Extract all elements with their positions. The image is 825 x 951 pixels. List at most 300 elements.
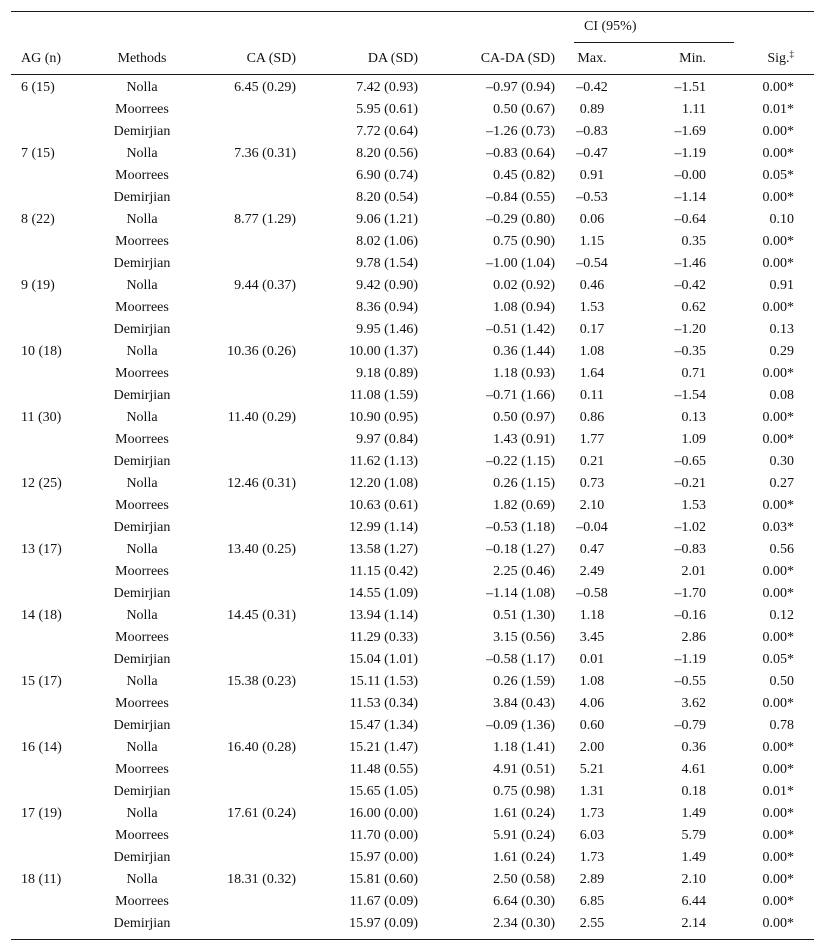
row-sig: 0.00* bbox=[762, 190, 794, 205]
row-da: 10.90 (0.95) bbox=[349, 410, 418, 425]
table-row bbox=[0, 674, 825, 696]
row-ci-min: 0.36 bbox=[681, 740, 706, 755]
row-method: Nolla bbox=[126, 740, 158, 755]
row-sig: 0.01* bbox=[762, 102, 794, 117]
row-cada: 2.25 (0.46) bbox=[493, 564, 555, 579]
row-da: 5.95 (0.61) bbox=[356, 102, 418, 117]
row-method: Demirjian bbox=[113, 190, 171, 205]
row-ci-min: –0.21 bbox=[674, 476, 706, 491]
row-sig: 0.00* bbox=[762, 256, 794, 271]
row-method: Nolla bbox=[126, 806, 158, 821]
row-method: Nolla bbox=[126, 476, 158, 491]
row-sig: 0.12 bbox=[769, 608, 794, 623]
row-ci-max: 0.21 bbox=[579, 454, 605, 469]
row-ci-min: 2.10 bbox=[681, 872, 706, 887]
row-ci-min: –0.83 bbox=[674, 542, 706, 557]
row-da: 8.36 (0.94) bbox=[356, 300, 418, 315]
table-row bbox=[0, 718, 825, 740]
table-row bbox=[0, 828, 825, 850]
header-ag: AG (n) bbox=[21, 51, 62, 66]
row-cada: –0.29 (0.80) bbox=[486, 212, 555, 227]
table-row bbox=[0, 146, 825, 168]
row-sig: 0.10 bbox=[769, 212, 794, 227]
row-ci-min: 2.14 bbox=[681, 916, 706, 931]
row-ci-max: 2.55 bbox=[579, 916, 605, 931]
row-method: Moorrees bbox=[115, 696, 169, 711]
table-row bbox=[0, 652, 825, 674]
row-ci-min: 3.62 bbox=[681, 696, 706, 711]
row-sig: 0.00* bbox=[762, 410, 794, 425]
header-min: Min. bbox=[679, 51, 706, 66]
table-row bbox=[0, 388, 825, 410]
ci-group-underline bbox=[574, 42, 734, 43]
row-ci-max: 0.11 bbox=[580, 388, 604, 403]
row-ci-min: 0.71 bbox=[681, 366, 706, 381]
row-sig: 0.00* bbox=[762, 762, 794, 777]
row-ca: 8.77 (1.29) bbox=[234, 212, 296, 227]
row-cada: –0.71 (1.66) bbox=[486, 388, 555, 403]
row-ci-min: 1.49 bbox=[681, 850, 706, 865]
row-sig: 0.08 bbox=[769, 388, 794, 403]
row-ci-max: 0.89 bbox=[579, 102, 605, 117]
row-sig: 0.78 bbox=[769, 718, 794, 733]
row-ca: 18.31 (0.32) bbox=[227, 872, 296, 887]
row-ci-max: 6.03 bbox=[579, 828, 605, 843]
table-row bbox=[0, 410, 825, 432]
row-method: Moorrees bbox=[115, 300, 169, 315]
row-da: 11.15 (0.42) bbox=[349, 564, 418, 579]
table-row bbox=[0, 234, 825, 256]
row-ci-max: 0.60 bbox=[579, 718, 605, 733]
row-da: 7.42 (0.93) bbox=[356, 80, 418, 95]
row-da: 11.29 (0.33) bbox=[349, 630, 418, 645]
row-da: 11.48 (0.55) bbox=[349, 762, 418, 777]
row-ci-min: –1.02 bbox=[674, 520, 706, 535]
row-ci-min: –1.19 bbox=[674, 652, 706, 667]
table-row bbox=[0, 322, 825, 344]
header-sig bbox=[736, 51, 794, 67]
row-cada: –0.58 (1.17) bbox=[486, 652, 555, 667]
row-cada: 1.61 (0.24) bbox=[493, 850, 555, 865]
row-cada: 0.02 (0.92) bbox=[493, 278, 555, 293]
row-sig: 0.00* bbox=[762, 696, 794, 711]
header-sig-footnote-mark: ‡ bbox=[789, 49, 794, 59]
row-cada: 0.45 (0.82) bbox=[493, 168, 555, 183]
row-ci-max: –0.42 bbox=[576, 80, 608, 95]
table-row bbox=[0, 542, 825, 564]
row-da: 7.72 (0.64) bbox=[356, 124, 418, 139]
row-da: 15.65 (1.05) bbox=[349, 784, 418, 799]
table-row bbox=[0, 278, 825, 300]
row-ci-max: 0.73 bbox=[579, 476, 605, 491]
row-sig: 0.00* bbox=[762, 366, 794, 381]
row-sig: 0.03* bbox=[762, 520, 794, 535]
table-row bbox=[0, 476, 825, 498]
row-cada: –0.84 (0.55) bbox=[486, 190, 555, 205]
row-ca: 9.44 (0.37) bbox=[234, 278, 296, 293]
row-method: Moorrees bbox=[115, 234, 169, 249]
row-cada: –0.51 (1.42) bbox=[486, 322, 555, 337]
row-ci-min: –0.55 bbox=[674, 674, 706, 689]
row-sig: 0.00* bbox=[762, 872, 794, 887]
row-ci-min: –0.79 bbox=[674, 718, 706, 733]
row-da: 9.42 (0.90) bbox=[356, 278, 418, 293]
row-cada: 2.50 (0.58) bbox=[493, 872, 555, 887]
row-ci-max: 0.91 bbox=[579, 168, 605, 183]
row-ca: 10.36 (0.26) bbox=[227, 344, 296, 359]
row-da: 15.81 (0.60) bbox=[349, 872, 418, 887]
row-method: Nolla bbox=[126, 80, 158, 95]
row-cada: 1.18 (1.41) bbox=[493, 740, 555, 755]
row-ci-min: –1.51 bbox=[674, 80, 706, 95]
header-ca: CA (SD) bbox=[246, 51, 296, 66]
row-cada: –0.53 (1.18) bbox=[486, 520, 555, 535]
table-row bbox=[0, 520, 825, 542]
row-cada: –0.83 (0.64) bbox=[486, 146, 555, 161]
row-cada: 0.50 (0.67) bbox=[493, 102, 555, 117]
row-ca: 12.46 (0.31) bbox=[227, 476, 296, 491]
row-method: Moorrees bbox=[115, 366, 169, 381]
table-row bbox=[0, 300, 825, 322]
row-sig: 0.00* bbox=[762, 498, 794, 513]
row-method: Demirjian bbox=[113, 520, 171, 535]
row-ci-max: 1.73 bbox=[579, 850, 605, 865]
table-row bbox=[0, 630, 825, 652]
row-method: Nolla bbox=[126, 542, 158, 557]
row-ci-min: 2.01 bbox=[681, 564, 706, 579]
row-cada: –0.09 (1.36) bbox=[486, 718, 555, 733]
row-sig: 0.00* bbox=[762, 146, 794, 161]
row-method: Nolla bbox=[126, 608, 158, 623]
row-ca: 14.45 (0.31) bbox=[227, 608, 296, 623]
row-cada: –0.22 (1.15) bbox=[486, 454, 555, 469]
row-ci-max: –0.47 bbox=[576, 146, 608, 161]
header-sig-label: Sig. bbox=[767, 51, 790, 66]
table-header-rule bbox=[11, 74, 814, 75]
table-row bbox=[0, 608, 825, 630]
table-row bbox=[0, 872, 825, 894]
row-ci-max: 2.00 bbox=[579, 740, 605, 755]
row-ci-max: –0.58 bbox=[576, 586, 608, 601]
table-row bbox=[0, 784, 825, 806]
row-cada: 0.75 (0.98) bbox=[493, 784, 555, 799]
row-ci-min: –0.35 bbox=[674, 344, 706, 359]
row-method: Demirjian bbox=[113, 916, 171, 931]
row-ci-min: –1.54 bbox=[674, 388, 706, 403]
row-da: 8.02 (1.06) bbox=[356, 234, 418, 249]
row-method: Demirjian bbox=[113, 850, 171, 865]
row-ci-max: 1.77 bbox=[579, 432, 605, 447]
row-da: 11.08 (1.59) bbox=[349, 388, 418, 403]
row-ci-max: 0.47 bbox=[579, 542, 605, 557]
row-ci-min: –0.00 bbox=[674, 168, 706, 183]
row-ca: 11.40 (0.29) bbox=[227, 410, 296, 425]
table-row bbox=[0, 806, 825, 828]
row-ci-max: 4.06 bbox=[579, 696, 605, 711]
row-cada: 4.91 (0.51) bbox=[493, 762, 555, 777]
table-row bbox=[0, 124, 825, 146]
row-sig: 0.00* bbox=[762, 124, 794, 139]
row-sig: 0.01* bbox=[762, 784, 794, 799]
row-cada: 0.50 (0.97) bbox=[493, 410, 555, 425]
row-ci-min: 1.53 bbox=[681, 498, 706, 513]
row-da: 15.97 (0.09) bbox=[349, 916, 418, 931]
row-ci-max: 2.10 bbox=[579, 498, 605, 513]
row-da: 11.67 (0.09) bbox=[349, 894, 418, 909]
row-method: Moorrees bbox=[115, 432, 169, 447]
row-da: 11.53 (0.34) bbox=[349, 696, 418, 711]
row-sig: 0.91 bbox=[769, 278, 794, 293]
row-sig: 0.00* bbox=[762, 850, 794, 865]
row-method: Demirjian bbox=[113, 256, 171, 271]
row-ci-max: 1.15 bbox=[579, 234, 605, 249]
row-cada: 1.08 (0.94) bbox=[493, 300, 555, 315]
row-ci-max: 1.64 bbox=[579, 366, 605, 381]
row-ci-max: 0.46 bbox=[579, 278, 605, 293]
row-age-group: 11 (30) bbox=[21, 410, 62, 425]
row-age-group: 15 (17) bbox=[21, 674, 62, 689]
row-method: Nolla bbox=[126, 872, 158, 887]
row-ci-min: 0.35 bbox=[681, 234, 706, 249]
row-age-group: 13 (17) bbox=[21, 542, 62, 557]
row-method: Demirjian bbox=[113, 784, 171, 799]
row-ci-min: 1.09 bbox=[681, 432, 706, 447]
row-ci-max: 0.86 bbox=[579, 410, 605, 425]
row-sig: 0.00* bbox=[762, 80, 794, 95]
table-row bbox=[0, 256, 825, 278]
row-cada: 0.26 (1.15) bbox=[493, 476, 555, 491]
row-da: 15.21 (1.47) bbox=[349, 740, 418, 755]
row-age-group: 10 (18) bbox=[21, 344, 62, 359]
row-method: Demirjian bbox=[113, 454, 171, 469]
row-cada: –1.26 (0.73) bbox=[486, 124, 555, 139]
row-method: Moorrees bbox=[115, 564, 169, 579]
row-da: 11.70 (0.00) bbox=[349, 828, 418, 843]
row-da: 12.99 (1.14) bbox=[349, 520, 418, 535]
row-da: 9.97 (0.84) bbox=[356, 432, 418, 447]
row-cada: 6.64 (0.30) bbox=[493, 894, 555, 909]
row-age-group: 17 (19) bbox=[21, 806, 62, 821]
row-ci-min: –1.70 bbox=[674, 586, 706, 601]
row-sig: 0.27 bbox=[769, 476, 794, 491]
row-cada: 1.82 (0.69) bbox=[493, 498, 555, 513]
header-methods: Methods bbox=[117, 51, 167, 66]
row-ci-max: 2.89 bbox=[579, 872, 605, 887]
row-ci-min: 4.61 bbox=[681, 762, 706, 777]
row-ci-min: –1.69 bbox=[674, 124, 706, 139]
row-cada: 0.26 (1.59) bbox=[493, 674, 555, 689]
row-ca: 17.61 (0.24) bbox=[227, 806, 296, 821]
row-method: Demirjian bbox=[113, 718, 171, 733]
row-da: 9.78 (1.54) bbox=[356, 256, 418, 271]
row-ci-min: –0.42 bbox=[674, 278, 706, 293]
row-method: Demirjian bbox=[113, 388, 171, 403]
row-cada: –1.00 (1.04) bbox=[486, 256, 555, 271]
table-row bbox=[0, 190, 825, 212]
header-cada: CA-DA (SD) bbox=[480, 51, 555, 66]
table-row bbox=[0, 586, 825, 608]
row-ci-max: 1.08 bbox=[579, 674, 605, 689]
row-sig: 0.00* bbox=[762, 586, 794, 601]
row-cada: 1.18 (0.93) bbox=[493, 366, 555, 381]
row-ci-min: –0.65 bbox=[674, 454, 706, 469]
row-sig: 0.00* bbox=[762, 564, 794, 579]
row-ci-max: –0.83 bbox=[576, 124, 608, 139]
row-cada: 5.91 (0.24) bbox=[493, 828, 555, 843]
row-method: Moorrees bbox=[115, 102, 169, 117]
table-row bbox=[0, 916, 825, 938]
row-ci-max: –0.54 bbox=[576, 256, 608, 271]
row-cada: 0.75 (0.90) bbox=[493, 234, 555, 249]
row-da: 13.58 (1.27) bbox=[349, 542, 418, 557]
table-row bbox=[0, 80, 825, 102]
row-da: 11.62 (1.13) bbox=[349, 454, 418, 469]
row-cada: 3.15 (0.56) bbox=[493, 630, 555, 645]
row-ci-min: –1.20 bbox=[674, 322, 706, 337]
row-sig: 0.13 bbox=[769, 322, 794, 337]
row-sig: 0.00* bbox=[762, 894, 794, 909]
row-method: Demirjian bbox=[113, 124, 171, 139]
row-method: Demirjian bbox=[113, 652, 171, 667]
row-sig: 0.00* bbox=[762, 630, 794, 645]
row-da: 14.55 (1.09) bbox=[349, 586, 418, 601]
row-da: 10.63 (0.61) bbox=[349, 498, 418, 513]
row-method: Nolla bbox=[126, 410, 158, 425]
row-sig: 0.00* bbox=[762, 916, 794, 931]
row-ci-min: 2.86 bbox=[681, 630, 706, 645]
row-da: 8.20 (0.56) bbox=[356, 146, 418, 161]
row-ci-max: 1.53 bbox=[579, 300, 605, 315]
row-ci-max: 5.21 bbox=[579, 762, 605, 777]
row-sig: 0.30 bbox=[769, 454, 794, 469]
row-sig: 0.00* bbox=[762, 234, 794, 249]
row-cada: 2.34 (0.30) bbox=[493, 916, 555, 931]
row-age-group: 6 (15) bbox=[21, 80, 55, 95]
row-ci-min: 0.13 bbox=[681, 410, 706, 425]
table-row bbox=[0, 564, 825, 586]
row-age-group: 8 (22) bbox=[21, 212, 55, 227]
table-row bbox=[0, 894, 825, 916]
table-row bbox=[0, 168, 825, 190]
row-sig: 0.05* bbox=[762, 168, 794, 183]
row-sig: 0.00* bbox=[762, 828, 794, 843]
row-method: Moorrees bbox=[115, 894, 169, 909]
row-method: Demirjian bbox=[113, 322, 171, 337]
row-ci-max: 1.08 bbox=[579, 344, 605, 359]
ci-group-header: CI (95%) bbox=[584, 19, 637, 34]
row-da: 16.00 (0.00) bbox=[349, 806, 418, 821]
row-method: Moorrees bbox=[115, 168, 169, 183]
row-da: 8.20 (0.54) bbox=[356, 190, 418, 205]
row-sig: 0.05* bbox=[762, 652, 794, 667]
row-sig: 0.56 bbox=[769, 542, 794, 557]
row-cada: –0.18 (1.27) bbox=[486, 542, 555, 557]
table-bottom-rule bbox=[11, 939, 814, 940]
table-top-rule bbox=[11, 11, 814, 12]
row-ci-max: 0.06 bbox=[579, 212, 605, 227]
table-row bbox=[0, 366, 825, 388]
row-method: Moorrees bbox=[115, 828, 169, 843]
row-cada: –1.14 (1.08) bbox=[486, 586, 555, 601]
row-da: 10.00 (1.37) bbox=[349, 344, 418, 359]
row-cada: 1.43 (0.91) bbox=[493, 432, 555, 447]
table-row bbox=[0, 740, 825, 762]
row-ci-min: 0.62 bbox=[681, 300, 706, 315]
row-da: 15.97 (0.00) bbox=[349, 850, 418, 865]
row-age-group: 16 (14) bbox=[21, 740, 62, 755]
row-ci-max: 6.85 bbox=[579, 894, 605, 909]
row-sig: 0.50 bbox=[769, 674, 794, 689]
row-ci-min: 1.11 bbox=[682, 102, 706, 117]
row-cada: –0.97 (0.94) bbox=[486, 80, 555, 95]
table-row bbox=[0, 212, 825, 234]
row-da: 9.18 (0.89) bbox=[356, 366, 418, 381]
row-da: 9.06 (1.21) bbox=[356, 212, 418, 227]
row-ci-max: –0.53 bbox=[576, 190, 608, 205]
row-method: Nolla bbox=[126, 344, 158, 359]
row-da: 13.94 (1.14) bbox=[349, 608, 418, 623]
row-age-group: 7 (15) bbox=[21, 146, 55, 161]
row-sig: 0.00* bbox=[762, 432, 794, 447]
row-ci-min: –1.19 bbox=[674, 146, 706, 161]
row-da: 15.11 (1.53) bbox=[349, 674, 418, 689]
row-ca: 13.40 (0.25) bbox=[227, 542, 296, 557]
table-row bbox=[0, 762, 825, 784]
row-ca: 15.38 (0.23) bbox=[227, 674, 296, 689]
table-row bbox=[0, 696, 825, 718]
row-ci-min: 5.79 bbox=[681, 828, 706, 843]
row-cada: 0.51 (1.30) bbox=[493, 608, 555, 623]
table-row bbox=[0, 102, 825, 124]
row-sig: 0.29 bbox=[769, 344, 794, 359]
table-row bbox=[0, 850, 825, 872]
row-cada: 3.84 (0.43) bbox=[493, 696, 555, 711]
table-row bbox=[0, 344, 825, 366]
row-method: Nolla bbox=[126, 146, 158, 161]
row-sig: 0.00* bbox=[762, 740, 794, 755]
row-sig: 0.00* bbox=[762, 806, 794, 821]
row-da: 12.20 (1.08) bbox=[349, 476, 418, 491]
row-method: Nolla bbox=[126, 674, 158, 689]
row-method: Moorrees bbox=[115, 762, 169, 777]
row-ci-max: 0.01 bbox=[579, 652, 605, 667]
row-method: Nolla bbox=[126, 278, 158, 293]
row-cada: 0.36 (1.44) bbox=[493, 344, 555, 359]
row-age-group: 9 (19) bbox=[21, 278, 55, 293]
row-ci-min: 1.49 bbox=[681, 806, 706, 821]
row-ci-min: 6.44 bbox=[681, 894, 706, 909]
row-sig: 0.00* bbox=[762, 300, 794, 315]
table-row bbox=[0, 432, 825, 454]
row-ca: 6.45 (0.29) bbox=[234, 80, 296, 95]
row-method: Nolla bbox=[126, 212, 158, 227]
row-da: 6.90 (0.74) bbox=[356, 168, 418, 183]
row-ci-max: –0.04 bbox=[576, 520, 608, 535]
row-ci-min: –1.14 bbox=[674, 190, 706, 205]
row-ci-max: 0.17 bbox=[579, 322, 605, 337]
row-ci-min: –0.64 bbox=[674, 212, 706, 227]
row-ca: 7.36 (0.31) bbox=[234, 146, 296, 161]
header-da: DA (SD) bbox=[367, 51, 418, 66]
row-ci-min: –1.46 bbox=[674, 256, 706, 271]
row-method: Moorrees bbox=[115, 498, 169, 513]
row-method: Moorrees bbox=[115, 630, 169, 645]
row-ci-min: –0.16 bbox=[674, 608, 706, 623]
row-ci-max: 1.18 bbox=[579, 608, 605, 623]
table-row bbox=[0, 454, 825, 476]
table-row bbox=[0, 498, 825, 520]
row-age-group: 12 (25) bbox=[21, 476, 62, 491]
